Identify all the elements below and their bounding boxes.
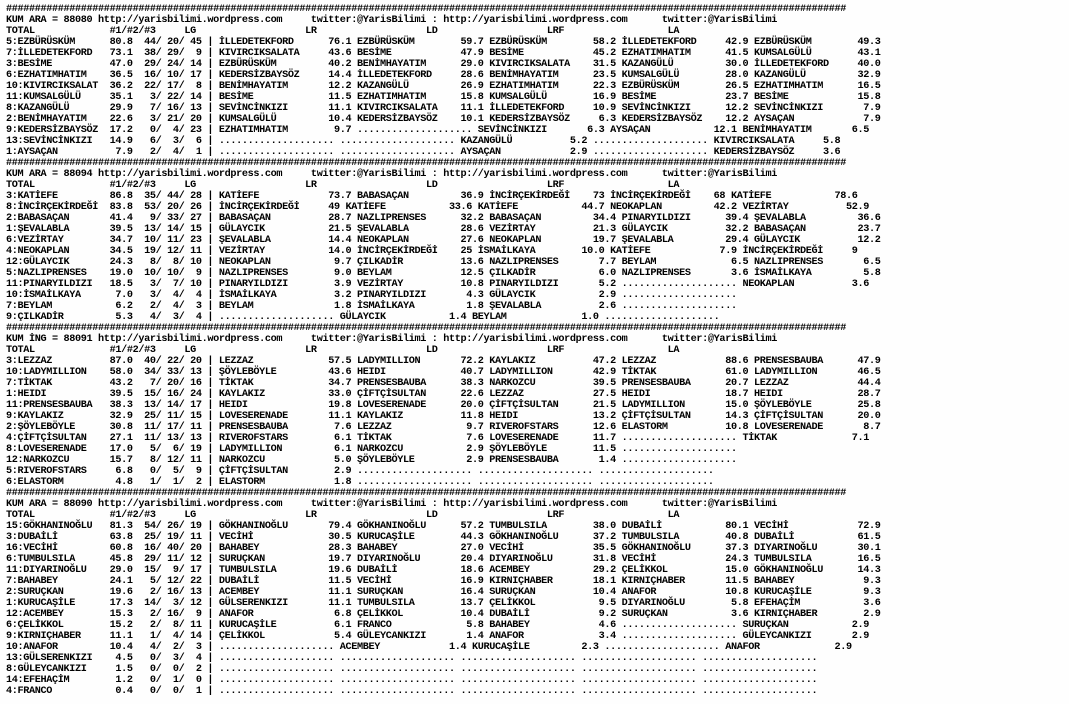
race-header-line: KUM ARA = 88090 http://yarisbilimi.wordpress.com twitter:@YarisBilimi : http://yarisbilimi.wordpress.com twitter:@YarisBilimi: [6, 499, 777, 510]
race-stats-sheet: [6, 4, 1066, 704]
column-header-line: TOTAL #1/#2/#3 LG LR LD LRF LA: [6, 180, 680, 191]
table-row: 3:LEZZAZ 87.0 40/ 22/ 20 | LEZZAZ 57.5 LADYMILLION 72.2 KAYLAKIZ 47.2 LEZZAZ 88.6 PRENSESBAUBA 47.9: [6, 356, 881, 367]
column-header-line: TOTAL #1/#2/#3 LG LR LD LRF LA: [6, 345, 680, 356]
table-row: 2:BENİMHAYATIM 22.6 3/ 21/ 20 | KUMSALGÜLÜ 10.4 KEDERSİZBAYSÖZ 10.1 KEDERSİZBAYSÖZ 6.3 KEDERSİZBAYSÖZ 12.2 AYSAÇAN 7.9: [6, 114, 881, 125]
table-row: 1:KURUCAŞİLE 17.3 14/ 3/ 12 | GÜLSERENKIZI 11.1 TUMBULSILA 13.7 ÇELİKKOL 9.5 DIYARINOĞLU 5.8 EFEHAÇİM 3.6: [6, 598, 881, 609]
separator-line: ##################################################################################################################################################: [6, 488, 847, 499]
table-row: 2:ŞÖYLEBÖYLE 30.8 11/ 17/ 11 | PRENSESBAUBA 7.6 LEZZAZ 9.7 RIVEROFSTARS 12.6 ELASTORM 10.8 LOVESERENADE 8.7: [6, 422, 881, 433]
table-row: 4:ÇİFTÇİSULTAN 27.1 11/ 13/ 13 | RIVEROFSTARS 6.1 TİKTAK 7.6 LOVESERENADE 11.7 .................... TİKTAK 7.1: [6, 433, 870, 444]
table-row: 8:İNCİRÇEKİRDEĞİ 83.8 53/ 20/ 26 | İNCİRÇEKİRDEĞİ 49 KATİEFE 33.6 KATİEFE 44.7 NEOKAPLAN 42.2 VEZİRTAY 52.9: [6, 202, 870, 213]
table-row: 10:ANAFOR 10.4 4/ 2/ 3 | .................... ACEMBEY 1.4 KURUCAŞİLE 2.3 .................... ANAFOR 2.9: [6, 642, 852, 653]
table-row: 11:DIYARINOĞLU 29.0 15/ 9/ 17 | TUMBULSILA 19.6 DUBAİLİ 18.6 ACEMBEY 29.2 ÇELİKKOL 15.0 GÖKHANINOĞLU 14.3: [6, 565, 881, 576]
table-row: 15:GÖKHANINOĞLU 81.3 54/ 26/ 19 | GÖKHANINOĞLU 79.4 GÖKHANINOĞLU 57.2 TUMBULSILA 38.0 DUBAİLİ 80.1 VECİHİ 72.9: [6, 521, 881, 532]
table-row: 4:FRANCO 0.4 0/ 0/ 1 | .................... .................... .................... .................... ....................: [6, 686, 818, 697]
table-row: 7:BAHABEY 24.1 5/ 12/ 22 | DUBAİLİ 11.5 VECİHİ 16.9 KIRNIÇHABER 18.1 KIRNIÇHABER 11.5 BAHABEY 9.3: [6, 576, 881, 587]
table-row: 5:NAZLIPRENSES 19.0 10/ 10/ 9 | NAZLIPRENSES 9.0 BEYLAM 12.5 ÇILKADİR 6.0 NAZLIPRENSES 3.6 İSMAİLKAYA 5.8: [6, 268, 881, 279]
table-row: 5:RIVEROFSTARS 6.8 0/ 5/ 9 | ÇİFTÇİSULTAN 2.9 .................... .................... ....................: [6, 466, 714, 477]
table-row: 3:DUBAİLİ 63.8 25/ 19/ 11 | VECİHİ 30.5 KURUCAŞİLE 44.3 GÖKHANINOĞLU 37.2 TUMBULSILA 40.8 DUBAİLİ 61.5: [6, 532, 881, 543]
table-row: 16:VECİHİ 60.8 16/ 40/ 20 | BAHABEY 28.3 BAHABEY 27.0 VECİHİ 35.5 GÖKHANINOĞLU 37.3 DIYARINOĞLU 30.1: [6, 543, 881, 554]
table-row: 2:SURUÇKAN 19.6 2/ 16/ 13 | ACEMBEY 11.1 SURUÇKAN 16.4 SURUÇKAN 10.4 ANAFOR 10.8 KURUCAŞİLE 9.3: [6, 587, 881, 598]
race-block-kum-ara-88090: [6, 488, 1066, 697]
table-row: 7:İLLEDETEKFORD 73.1 38/ 29/ 9 | KIVIRCIKSALATA 43.6 BESİME 47.9 BESİME 45.2 EZHATIMHATIM 41.5 KUMSALGÜLÜ 43.1: [6, 48, 881, 59]
table-row: 12:ACEMBEY 15.3 2/ 16/ 9 | ANAFOR 6.8 ÇELİKKOL 10.4 DUBAİLİ 9.2 SURUÇKAN 3.6 KIRNIÇHABER 2.9: [6, 609, 881, 620]
table-row: 7:TİKTAK 43.2 7/ 20/ 16 | TİKTAK 34.7 PRENSESBAUBA 38.3 NARKOZCU 39.5 PRENSESBAUBA 20.7 LEZZAZ 44.4: [6, 378, 881, 389]
table-row: 1:HEIDI 39.5 15/ 16/ 24 | KAYLAKIZ 33.0 ÇİFTÇİSULTAN 22.6 LEZZAZ 27.5 HEIDI 18.7 HEIDI 28.7: [6, 389, 881, 400]
table-row: 6:ELASTORM 4.8 1/ 1/ 2 | ELASTORM 1.8 .................... .................... ....................: [6, 477, 714, 488]
column-header-line: TOTAL #1/#2/#3 LG LR LD LRF LA: [6, 26, 680, 37]
table-row: 13:GÜLSERENKIZI 4.5 0/ 3/ 4 | .................... .................... .................... .................... ....................: [6, 653, 818, 664]
race-header-line: KUM ARA = 88094 http://yarisbilimi.wordpress.com twitter:@YarisBilimi : http://yarisbilimi.wordpress.com twitter:@YarisBilimi: [6, 169, 777, 180]
table-row: 3:BESİME 47.0 29/ 24/ 14 | EZBÜRÜSKÜM 40.2 BENİMHAYATIM 29.0 KIVIRCIKSALATA 31.5 KAZANGÜLÜ 30.0 İLLEDETEKFORD 40.0: [6, 59, 881, 70]
table-row: 11:PINARYILDIZI 18.5 3/ 7/ 10 | PINARYILDIZI 3.9 VEZİRTAY 10.8 PINARYILDIZI 5.2 .................... NEOKAPLAN 3.6: [6, 279, 870, 290]
race-header-line: KUM İNG = 88091 http://yarisbilimi.wordpress.com twitter:@YarisBilimi : http://yarisbilimi.wordpress.com twitter:@YarisBilimi: [6, 334, 777, 345]
table-row: 6:VEZİRTAY 34.7 10/ 11/ 23 | ŞEVALABLA 14.4 NEOKAPLAN 27.6 NEOKAPLAN 19.7 ŞEVALABLA 29.4 GÜLAYCIK 12.2: [6, 235, 881, 246]
table-row: 11:KUMSALGÜLÜ 35.1 3/ 22/ 14 | BESİME 11.5 EZHATIMHATIM 15.8 KUMSALGÜLÜ 16.9 BESİME 23.7 BESİME 15.8: [6, 92, 881, 103]
table-row: 12:NARKOZCU 15.7 8/ 12/ 11 | NARKOZCU 5.0 ŞÖYLEBÖYLE 2.9 PRENSESBAUBA 1.4 ....................: [6, 455, 737, 466]
table-row: 10:KIVIRCIKSALAT 36.2 22/ 17/ 8 | BENİMHAYATIM 12.2 KAZANGÜLÜ 26.9 EZHATIMHATIM 22.3 EZBÜRÜSKÜM 26.5 EZHATIMHATIM 16.5: [6, 81, 881, 92]
table-row: 10:İSMAİLKAYA 7.0 3/ 4/ 4 | İSMAİLKAYA 3.2 PINARYILDIZI 4.3 GÜLAYCIK 2.9 ....................: [6, 290, 737, 301]
column-header-line: TOTAL #1/#2/#3 LG LR LD LRF LA: [6, 510, 680, 521]
race-block-kum-ing-88091: [6, 323, 1066, 488]
race-block-kum-ara-88094: [6, 158, 1066, 323]
table-row: 14:EFEHAÇİM 1.2 0/ 1/ 0 | .................... .................... .................... .................... ....................: [6, 675, 818, 686]
table-row: 7:BEYLAM 6.2 2/ 4/ 3 | BEYLAM 1.8 İSMAİLKAYA 1.8 ŞEVALABLA 2.6 ....................: [6, 301, 737, 312]
table-row: 1:ŞEVALABLA 39.5 13/ 14/ 15 | GÜLAYCIK 21.5 ŞEVALABLA 28.6 VEZİRTAY 21.3 GÜLAYCIK 32.2 BABASAÇAN 23.7: [6, 224, 881, 235]
table-row: 6:ÇELİKKOL 15.2 2/ 8/ 11 | KURUCAŞİLE 6.1 FRANCO 5.8 BAHABEY 4.6 .................... SURUÇKAN 2.9: [6, 620, 870, 631]
table-row: 2:BABASAÇAN 41.4 9/ 33/ 27 | BABASAÇAN 28.7 NAZLIPRENSES 32.2 BABASAÇAN 34.4 PINARYILDIZI 39.4 ŞEVALABLA 36.6: [6, 213, 881, 224]
table-row: 3:KATİEFE 86.8 35/ 44/ 28 | KATİEFE 73.7 BABASAÇAN 36.9 İNCİRÇEKİRDEĞİ 73 İNCİRÇEKİRDEĞİ 68 KATİEFE 78.6: [6, 191, 858, 202]
race-header-line: KUM ARA = 88080 http://yarisbilimi.wordpress.com twitter:@YarisBilimi : http://yarisbilimi.wordpress.com twitter:@YarisBilimi: [6, 15, 777, 26]
table-row: 12:GÜLAYCIK 24.3 8/ 8/ 10 | NEOKAPLAN 9.7 ÇILKADİR 13.6 NAZLIPRENSES 7.7 BEYLAM 6.5 NAZLIPRENSES 6.5: [6, 257, 881, 268]
table-row: 8:GÜLEYCANKIZI 1.5 0/ 0/ 2 | .................... .................... .................... .................... ....................: [6, 664, 818, 675]
table-row: 10:LADYMILLION 58.0 34/ 33/ 13 | ŞÖYLEBÖYLE 43.6 HEIDI 40.7 LADYMILLION 42.9 TİKTAK 61.0 LADYMILLION 46.5: [6, 367, 881, 378]
table-row: 9:KAYLAKIZ 32.9 25/ 11/ 15 | LOVESERENADE 11.1 KAYLAKIZ 11.8 HEIDI 13.2 ÇİFTÇİSULTAN 14.3 ÇİFTÇİSULTAN 20.0: [6, 411, 881, 422]
separator-line: ##################################################################################################################################################: [6, 158, 847, 169]
table-row: 13:SEVİNCİNKIZI 14.9 6/ 3/ 6 | .................... .................... KAZANGÜLÜ 5.2 .................... KIVIRCIKSALATA 5.8: [6, 136, 841, 147]
table-row: 1:AYSAÇAN 7.9 2/ 4/ 1 | .................... .................... AYSAÇAN 2.9 .................... KEDERSİZBAYSÖZ 3.6: [6, 147, 841, 158]
table-row: 9:ÇILKADİR 5.3 4/ 3/ 4 | .................... GÜLAYCIK 1.4 BEYLAM 1.0 ....................: [6, 312, 720, 323]
separator-line: ##################################################################################################################################################: [6, 4, 847, 15]
table-row: 8:LOVESERENADE 17.0 5/ 6/ 19 | LADYMILLION 6.1 NARKOZCU 2.9 ŞÖYLEBÖYLE 11.5 ....................: [6, 444, 737, 455]
table-row: 9:KEDERSİZBAYSÖZ 17.2 0/ 4/ 23 | EZHATIMHATIM 9.7 .................... SEVİNCİNKIZI 6.3 AYSAÇAN 12.1 BENİMHAYATIM 6.5: [6, 125, 870, 136]
table-row: 8:KAZANGÜLÜ 29.9 7/ 16/ 13 | SEVİNCİNKIZI 11.1 KIVIRCIKSALATA 11.1 İLLEDETEKFORD 10.9 SEVİNCİNKIZI 12.2 SEVİNCİNKIZI 7.9: [6, 103, 881, 114]
table-row: 6:EZHATIMHATIM 36.5 16/ 10/ 17 | KEDERSİZBAYSÖZ 14.4 İLLEDETEKFORD 28.6 BENİMHAYATIM 23.5 KUMSALGÜLÜ 28.0 KAZANGÜLÜ 32.9: [6, 70, 881, 81]
table-row: 11:PRENSESBAUBA 38.3 13/ 14/ 17 | HEIDI 19.8 LOVESERENADE 20.0 ÇİFTÇİSULTAN 21.5 LADYMILLION 15.0 ŞÖYLEBÖYLE 25.8: [6, 400, 881, 411]
table-row: 6:TUMBULSILA 45.8 29/ 11/ 12 | SURUÇKAN 19.7 DIYARINOĞLU 20.4 DIYARINOĞLU 31.8 VECİHİ 24.3 TUMBULSILA 16.5: [6, 554, 881, 565]
separator-line: ##################################################################################################################################################: [6, 323, 847, 334]
table-row: 9:KIRNIÇHABER 11.1 1/ 4/ 14 | ÇELİKKOL 5.4 GÜLEYCANKIZI 1.4 ANAFOR 3.4 .................... GÜLEYCANKIZI 2.9: [6, 631, 870, 642]
table-row: 4:NEOKAPLAN 34.5 19/ 12/ 11 | VEZİRTAY 14.0 İNCİRÇEKİRDEĞİ 25 İSMAİLKAYA 10.0 KATİEFE 7.9 İNCİRÇEKİRDEĞİ 9: [6, 246, 858, 257]
race-block-kum-ara-88080: [6, 4, 1066, 158]
table-row: 5:EZBÜRÜSKÜM 80.8 44/ 20/ 45 | İLLEDETEKFORD 76.1 EZBÜRÜSKÜM 59.7 EZBÜRÜSKÜM 58.2 İLLEDETEKFORD 42.9 EZBÜRÜSKÜM 49.3: [6, 37, 881, 48]
